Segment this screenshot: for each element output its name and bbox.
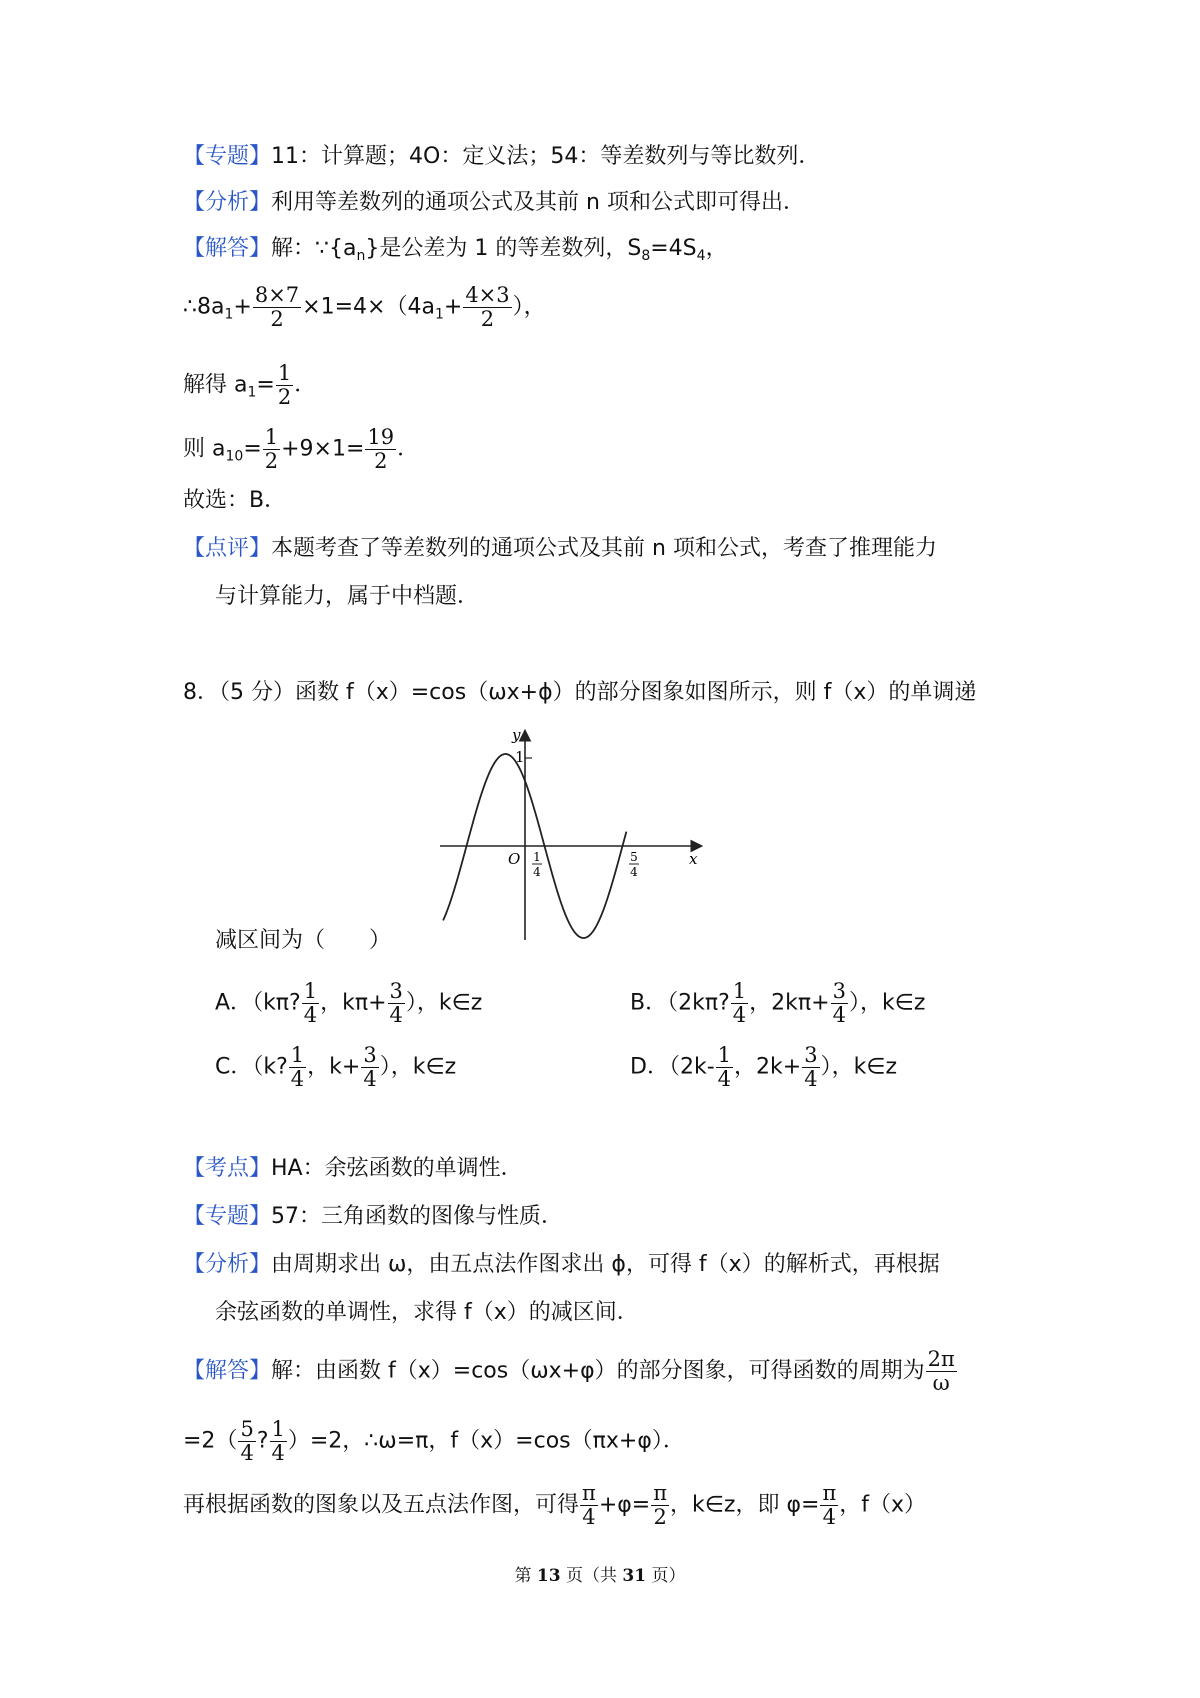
solution-text-b: }是公差为 1 的等差数列，S xyxy=(365,236,642,261)
fraction xyxy=(802,1044,819,1091)
option-text: （k? xyxy=(252,1054,288,1080)
option-text: ），k∈z xyxy=(848,990,926,1016)
solution-line-2 xyxy=(183,1348,958,1395)
denominator: 4 xyxy=(271,1441,285,1465)
denominator: 2 xyxy=(653,1505,667,1529)
analysis-tag: 【分析】 xyxy=(183,1252,272,1277)
tick-quarter-num: 1 xyxy=(533,850,541,864)
numerator: 1 xyxy=(303,979,318,1003)
fraction xyxy=(361,1044,378,1091)
denominator: 4 xyxy=(240,1441,254,1465)
equation-line-3 xyxy=(183,426,419,474)
solution-text: 解：由函数 f（x）=cos（ωx+φ）的部分图象，可得函数的周期为 xyxy=(271,1358,925,1384)
footer-text: 第 xyxy=(514,1566,537,1586)
eq-text: + xyxy=(443,294,463,320)
analysis-text: 由周期求出 ω，由五点法作图求出 ϕ，可得 f（x）的解析式，再根据 xyxy=(271,1252,940,1277)
numerator: 4×3 xyxy=(465,283,510,307)
question-stem xyxy=(183,676,976,710)
denominator: 4 xyxy=(732,1003,747,1027)
footer-text: 页（共 xyxy=(560,1566,623,1586)
page-footer xyxy=(0,1561,1200,1586)
numerator: 1 xyxy=(717,1043,732,1067)
topic-tag: 【专题】 xyxy=(183,144,272,169)
eq-text: ∴8a xyxy=(183,294,225,320)
numerator: 8×7 xyxy=(254,283,300,307)
answer-line xyxy=(183,484,286,518)
eq-text: ）， xyxy=(512,294,546,320)
numerator: 1 xyxy=(290,1043,305,1067)
solution-text-d: ， xyxy=(705,236,728,261)
fraction xyxy=(270,1418,287,1465)
analysis-line-2b xyxy=(215,1296,639,1330)
eq-text: 解得 a xyxy=(183,372,248,398)
subscript: 1 xyxy=(434,306,444,323)
topic-line-2 xyxy=(183,1200,563,1234)
option-text: ，2k+ xyxy=(734,1054,802,1080)
eq-text: ． xyxy=(397,436,420,462)
topic-text: 11：计算题；4O：定义法；54：等差数列与等比数列． xyxy=(271,144,821,169)
eq-text: +φ= xyxy=(598,1492,651,1518)
option-label: A． xyxy=(215,990,253,1016)
analysis-tag: 【分析】 xyxy=(183,190,272,215)
question-text: 8．（5 分）函数 f（x）=cos（ωx+ϕ）的部分图象如图所示，则 f（x）的单调递 xyxy=(183,680,977,705)
topic-text: 57：三角函数的图像与性质． xyxy=(271,1204,564,1229)
fraction xyxy=(463,284,511,331)
comment-tag: 【点评】 xyxy=(183,536,272,561)
numerator: π xyxy=(822,1481,837,1505)
numerator: 1 xyxy=(277,361,292,385)
eq-text: 再根据函数的图象以及五点法作图，可得 xyxy=(183,1492,580,1518)
eq-text: + xyxy=(233,294,252,320)
numerator: 3 xyxy=(804,1043,818,1067)
solution-line xyxy=(183,232,728,273)
numerator: 5 xyxy=(240,1417,254,1441)
comment-line xyxy=(183,532,937,566)
fraction xyxy=(388,980,405,1027)
numerator: 19 xyxy=(367,425,395,449)
denominator: 2 xyxy=(277,385,292,409)
tick-five-quarter-num: 5 xyxy=(630,850,638,864)
analysis-text: 利用等差数列的通项公式及其前 n 项和公式即可得出． xyxy=(271,190,805,215)
x-axis-label: x xyxy=(689,850,698,868)
fraction xyxy=(253,284,301,331)
numerator: 3 xyxy=(363,1043,377,1067)
solution-text-c: =4S xyxy=(650,236,697,261)
question-text-2: 减区间为（ ） xyxy=(215,928,392,953)
analysis-line xyxy=(183,186,805,220)
fraction xyxy=(651,1482,669,1529)
eq-text: =2（ xyxy=(183,1428,238,1454)
option-text: （2k- xyxy=(668,1054,715,1080)
question-stem-2 xyxy=(215,924,391,958)
knowledge-point-tag: 【考点】 xyxy=(183,1156,272,1181)
option-c[interactable] xyxy=(215,1044,456,1091)
knowledge-point-text: HA：余弦函数的单调性． xyxy=(271,1156,523,1181)
fraction xyxy=(820,1482,838,1529)
knowledge-point-line xyxy=(183,1152,523,1186)
option-text: （2kπ? xyxy=(667,990,730,1016)
solution-tag: 【解答】 xyxy=(183,1358,272,1384)
eq-text: ）=2，∴ω=π，f（x）=cos（πx+φ）． xyxy=(287,1428,685,1454)
equation-line-5 xyxy=(183,1482,926,1529)
numerator: 3 xyxy=(832,979,846,1003)
equation-line-1 xyxy=(183,284,546,332)
numerator: 3 xyxy=(389,979,403,1003)
denominator: 4 xyxy=(303,1003,318,1027)
numerator: 1 xyxy=(732,979,747,1003)
option-text: （kπ? xyxy=(252,990,301,1016)
eq-text: ，f（x） xyxy=(839,1492,927,1518)
denominator: 4 xyxy=(822,1505,837,1529)
denominator: 4 xyxy=(389,1003,403,1027)
denominator: 4 xyxy=(582,1505,596,1529)
option-label: C． xyxy=(215,1054,253,1080)
option-d[interactable] xyxy=(630,1044,897,1091)
subscript: 8 xyxy=(641,248,651,264)
option-text: ），k∈z xyxy=(405,990,483,1016)
subscript: 10 xyxy=(225,448,244,465)
denominator: 4 xyxy=(290,1067,305,1091)
option-text: ，k+ xyxy=(307,1054,361,1080)
eq-text: +9×1= xyxy=(281,436,365,462)
option-b[interactable] xyxy=(630,980,925,1027)
y-one-label: 1 xyxy=(515,748,525,766)
solution-text-a: 解：∵{a xyxy=(271,236,357,261)
tick-quarter-den: 4 xyxy=(533,865,541,879)
fraction xyxy=(302,980,319,1027)
y-axis-label: y xyxy=(512,728,521,744)
subscript: n xyxy=(356,248,366,264)
option-text: ），k∈z xyxy=(379,1054,457,1080)
analysis-text-2: 余弦函数的单调性，求得 f（x）的减区间． xyxy=(215,1300,639,1325)
fraction xyxy=(926,1348,957,1395)
analysis-line-2 xyxy=(183,1248,940,1282)
option-text: ，kπ+ xyxy=(320,990,387,1016)
cosine-graph xyxy=(438,728,708,950)
numerator: 1 xyxy=(271,1417,285,1441)
denominator: 4 xyxy=(363,1067,377,1091)
origin-label: O xyxy=(508,850,521,868)
fraction xyxy=(365,426,396,473)
option-a[interactable] xyxy=(215,980,482,1027)
numerator: π xyxy=(653,1481,668,1505)
fraction xyxy=(716,1044,733,1091)
denominator: 4 xyxy=(717,1067,732,1091)
eq-text: = xyxy=(256,372,275,398)
footer-text: 页） xyxy=(646,1566,686,1586)
page-number: 13 xyxy=(536,1566,561,1586)
denominator: 4 xyxy=(832,1003,846,1027)
denominator: 2 xyxy=(264,449,279,473)
eq-text: 则 a xyxy=(183,436,226,462)
fraction xyxy=(731,980,748,1027)
denominator: 4 xyxy=(804,1067,818,1091)
fraction xyxy=(276,362,293,409)
fraction xyxy=(263,426,280,473)
fraction xyxy=(238,1418,255,1465)
option-text: ，2kπ+ xyxy=(749,990,830,1016)
answer-text: 故选：B． xyxy=(183,488,287,513)
eq-text: = xyxy=(243,436,262,462)
numerator: 2π xyxy=(927,1347,955,1371)
fraction xyxy=(580,1482,598,1529)
option-label: D． xyxy=(630,1054,669,1080)
topic-tag: 【专题】 xyxy=(183,1204,272,1229)
denominator: ω xyxy=(932,1371,950,1395)
subscript: 1 xyxy=(247,384,257,401)
comment-text: 本题考查了等差数列的通项公式及其前 n 项和公式，考查了推理能力 xyxy=(271,536,937,561)
numerator: 1 xyxy=(264,425,279,449)
eq-text: ． xyxy=(294,372,317,398)
denominator: 2 xyxy=(480,307,495,331)
equation-line-2 xyxy=(183,362,316,410)
comment-line-2 xyxy=(215,580,479,614)
fraction xyxy=(831,980,848,1027)
subscript: 4 xyxy=(696,248,706,264)
option-label: B． xyxy=(630,990,668,1016)
tick-five-quarter-den: 4 xyxy=(630,865,638,879)
denominator: 2 xyxy=(374,449,388,473)
solution-tag: 【解答】 xyxy=(183,236,272,261)
option-text: ），k∈z xyxy=(820,1054,898,1080)
denominator: 2 xyxy=(270,307,284,331)
equation-line-4 xyxy=(183,1418,685,1465)
eq-text: ×1=4×（4a xyxy=(302,294,435,320)
subscript: 1 xyxy=(224,306,234,323)
eq-text: ，k∈z，即 φ= xyxy=(670,1492,820,1518)
eq-text: ? xyxy=(256,1428,269,1454)
fraction xyxy=(289,1044,306,1091)
topic-line xyxy=(183,140,820,174)
page-total: 31 xyxy=(622,1566,647,1586)
numerator: π xyxy=(582,1481,596,1505)
comment-text-2: 与计算能力，属于中档题． xyxy=(215,584,480,609)
